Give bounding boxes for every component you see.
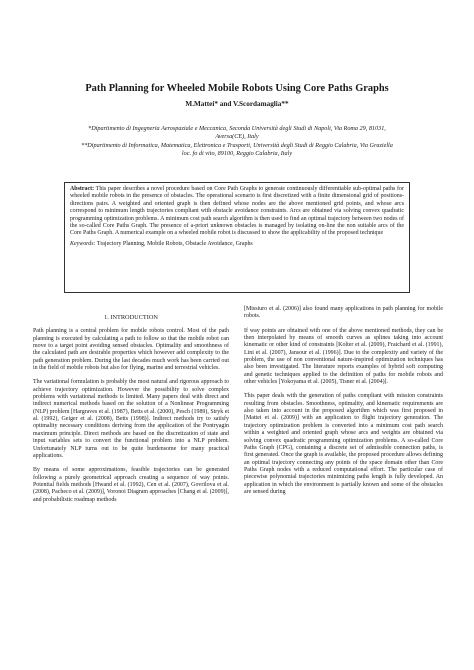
affiliation-line: loc. fo di vito, 89100, Reggio Calabria, Italy	[181, 150, 293, 157]
paragraph: By means of some approximations, feasible trajectories can be generated following a purely geometrical approach creating a sequence of way points. Potential fields methods [Hwand et al. (1992), Cen et al. (2007), Govrilova et al. (2008), Pacheco et al. (2009)], Voronoi Diagram approaches [Chang et al. (2009)], and probabilistic roadmap methods	[33, 467, 229, 503]
paragraph: Path planning is a central problem for mobile robots control. Most of the path planning is executed by calculating a path to follow so that the mobile robot can move to a target point avoiding sensed obstacles. Optimality and smoothness of the calculated path are desirable properties which however add complexity to the path generation problem. During the last decades much work has been carried out in the field of mobile robots but also for flying, marine and terrestrial vehicles.	[33, 328, 229, 372]
affiliation-line: Aversa(CE), Italy	[215, 133, 259, 140]
paragraph: The variational formulation is probably the most natural and rigorous approach to achieve trajectory optimization. However the possibility to solve complex problems with variational methods is limited. Many papers deal with direct and indirect numerical methods based on the solution of a Nonlinear Programming (NLP) problem [Hargraves et al. (1987), Betts et al. (2000), Pesch (1989), Stryk et al. (1992), Geiger et al. (2008), Betts (1998)]. Indirect methods try to satisfy optimality necessary conditions deriving from the application of the Pontryagin maximum principle. Direct methods are based on the discretization of state and input variables sets to convert the functional problem into a NLP problem. Unfortunately NLP turns out to be quite burdensome for many practical applications.	[33, 379, 229, 459]
abstract-box	[64, 182, 410, 293]
abstract-label: Abstract:	[70, 186, 95, 192]
paragraph: [Missiuro et al. (2006)] also found many applications in path planning for mobile robots.	[244, 306, 443, 320]
keywords-body: Trajectory Planning, Mobile Robots, Obstacle Avoidance, Graphs	[96, 240, 253, 247]
abstract-body: This paper describes a novel procedure based on Core Path Graphs to generate continuously differentiable sub-optimal paths for wheeled mobile robots in the presence of obstacles. The operational scenario is first discretized with a finite dimensional grid of positions-directions pairs. A weighted and oriented graph is then defined whose nodes are the above mentioned grid points, and whose arcs correspond to minimum length trajectories compliant with obstacle avoidance constraints. Arcs are obtained via solving convex quadratic programming optimization problems. A minimum cost path search algorithm is then used to find an optimal trajectory between two nodes of the so-called Core Paths Graph. The presence of a-priori unknown obstacles is managed by isolating on-line the non suitable arcs of the Core Paths Graph. A numerical example on a wheeled mobile robot is discussed to show the applicability of the proposed technique	[70, 186, 404, 237]
paper-title: Path Planning for Wheeled Mobile Robots Using Core Paths Graphs	[85, 83, 389, 94]
paper-authors: M.Mattei* and V.Scordamaglia**	[185, 100, 289, 108]
keywords-label: Keywords:	[70, 240, 96, 247]
paragraph: If way points are obtained with one of the above mentioned methods, they can be then interpolated by means of smooth curves as splines taking into account kinematic or other kind of constraints [Kolter et al. (2009), Fraichard et al. (1991), Lini et al. (2007), Jansour et al. (1996)]. Due to the complexity and variety of the problem, the use of non conventional nature-inspired optimization techniques has also been investigated. The literature reports examples of hybrid soft computing and genetic techniques applied to the definition of paths for mobile robots and other vehicles [Yokoyama et al. (2005), Tisner et al. (2004)].	[244, 327, 443, 386]
keywords	[70, 241, 404, 248]
right-column	[244, 306, 443, 503]
abstract-text	[70, 186, 404, 238]
affiliation-line: *Dipartimento di Ingegneria Aerospaziale e Meccanica, Seconda Università degli Studi di Napoli, Via Roma 29, 81031,	[88, 125, 386, 132]
section-heading: 1. INTRODUCTION	[104, 314, 158, 321]
affiliation-line: **Dipartimento di Informatica, Matematica, Elettronica e Trasporti, Università degli Studi di Reggio Calabria, Via Graziella	[81, 142, 393, 149]
left-column	[33, 314, 229, 511]
paragraph: This paper deals with the generation of paths compliant with mission constraints resulting from obstacles. Smoothness, optimality, and kinematic requirements are also taken into account in the proposed algorithm which was first proposed in [Mattei et al. (2009)] with an application to flight trajectory generation. The trajectory optimization problem is converted into a minimum cost path search within a weighted and oriented graph whose arcs and weights are obtained via solving convex quadratic programming optimization problems. A so-called Core Paths Graph (CPG), containing a discrete set of admissible connection paths, is first generated. Once the graph is available, the proposed procedure allows defining an optimal trajectory connecting any points of the space domain other than Core Paths Graph nodes with a reduced computational effort. The particular case of piecewise polynomial trajectories minimizing paths length is fully developed. An application in which the environment is partially known and some of the obstacles are sensed during	[244, 393, 443, 495]
